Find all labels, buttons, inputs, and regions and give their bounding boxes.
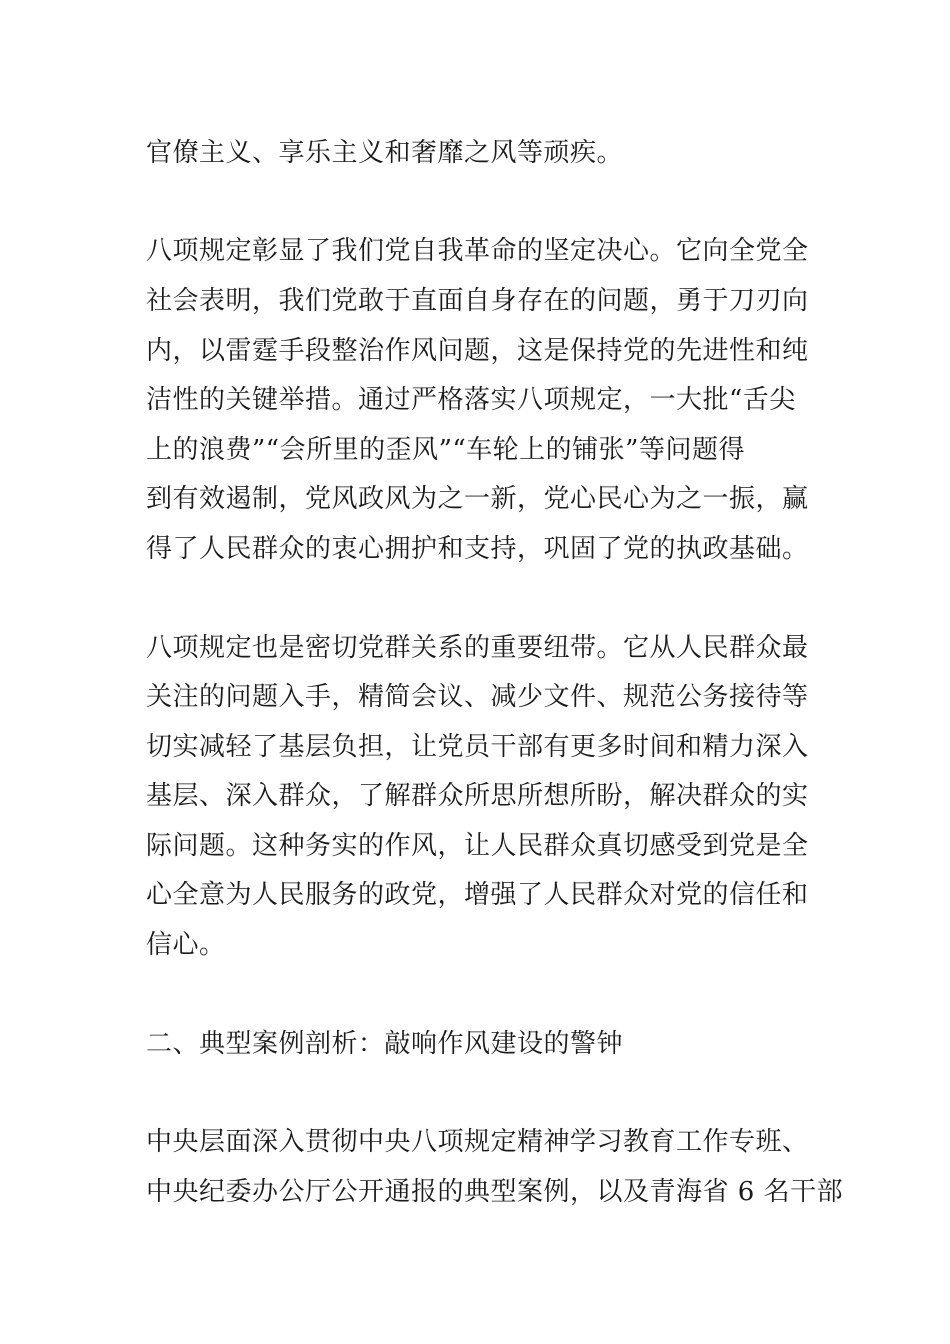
paragraph-2-line-1: 八项规定彰显了我们党自我革命的坚定决心。它向全党全 xyxy=(146,236,809,266)
paragraph-3-line-6: 心全意为人民服务的政党，增强了人民群众对党的信任和 xyxy=(146,880,809,910)
paragraph-3-line-7: 信心。 xyxy=(146,930,226,960)
paragraph-4-line-2: 中央纪委办公厅公开通报的典型案例，以及青海省 6 名干部 xyxy=(146,1177,844,1207)
paragraph-2-line-2: 社会表明，我们党敢于直面自身存在的问题，勇于刀刃向 xyxy=(146,286,809,316)
paragraph-2-line-7: 得了人民群众的衷心拥护和支持，巩固了党的执政基础。 xyxy=(146,534,809,564)
paragraph-3-line-1: 八项规定也是密切党群关系的重要纽带。它从人民群众最 xyxy=(146,633,809,663)
paragraph-2-line-6: 到有效遏制，党风政风为之一新，党心民心为之一振，赢 xyxy=(146,484,809,514)
paragraph-3-line-4: 基层、深入群众，了解群众所思所想所盼，解决群众的实 xyxy=(146,781,809,811)
paragraph-3-line-5: 际问题。这种务实的作风，让人民群众真切感受到党是全 xyxy=(146,831,809,861)
paragraph-4-line-1: 中央层面深入贯彻中央八项规定精神学习教育工作专班、 xyxy=(146,1127,809,1157)
paragraph-3-line-2: 关注的问题入手，精简会议、减少文件、规范公务接待等 xyxy=(146,682,809,712)
paragraph-2-line-5: 上的浪费”“会所里的歪风”“车轮上的铺张”等问题得 xyxy=(146,435,745,465)
section-heading: 二、典型案例剖析：敲响作风建设的警钟 xyxy=(146,1029,624,1059)
paragraph-2-line-4: 洁性的关键举措。通过严格落实八项规定，一大批“舌尖 xyxy=(146,385,796,415)
paragraph-1-line-1: 官僚主义、享乐主义和奢靡之风等顽疾。 xyxy=(146,138,624,168)
paragraph-3-line-3: 切实减轻了基层负担，让党员干部有更多时间和精力深入 xyxy=(146,732,809,762)
paragraph-2-line-3: 内，以雷霆手段整治作风问题，这是保持党的先进性和纯 xyxy=(146,336,809,366)
